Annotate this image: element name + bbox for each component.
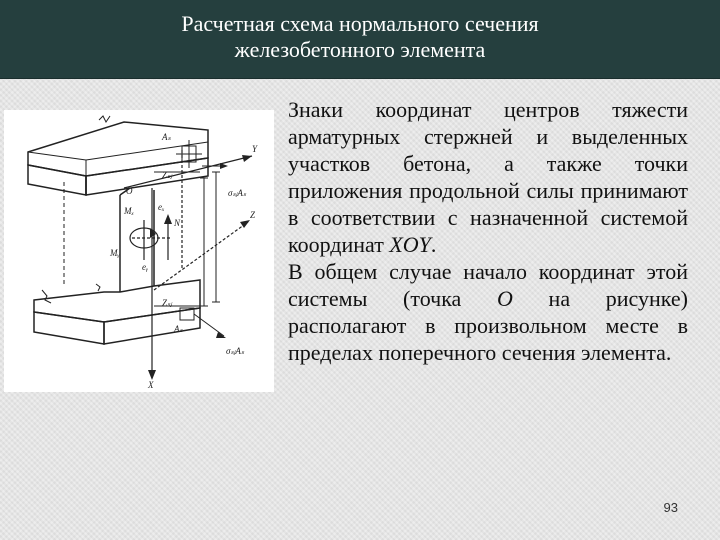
slide-title-line-1: Расчетная схема нормального сечения bbox=[181, 11, 539, 36]
n-force-label: N bbox=[174, 218, 181, 228]
paragraph-2-point: O bbox=[496, 286, 513, 311]
slide-title-bar bbox=[0, 0, 720, 79]
z-axis-label: Z bbox=[250, 210, 256, 220]
paragraph-1-coordinate-system: XOY bbox=[389, 232, 431, 257]
x-axis-label: X bbox=[148, 380, 154, 390]
dimension-lines bbox=[200, 172, 220, 306]
origin-label: O bbox=[126, 186, 133, 196]
web bbox=[64, 182, 154, 292]
e-x-label: eₓ bbox=[158, 202, 165, 212]
a-bottom-label: Aₛ bbox=[174, 324, 183, 334]
paragraph-2-end: на рисунке) располагают в произвольном месте в пределах поперечного сечения элемента. bbox=[288, 286, 688, 365]
sigma-bottom-label: σₛⱼAₛ bbox=[226, 346, 245, 356]
m-y-label: Mᵧ bbox=[110, 248, 120, 258]
paragraph-1-text: Знаки координат центров тяжести арматурных стержней и выделенных участков бетона, а также точки приложения продольной силы принимают в соответствии с назначенной системой координат bbox=[288, 97, 688, 257]
m-x-label: Mₓ bbox=[124, 206, 135, 216]
explanation-text bbox=[288, 96, 688, 366]
bottom-flange bbox=[34, 280, 200, 344]
page-number: 93 bbox=[663, 500, 678, 515]
e-y-label: eᵧ bbox=[142, 262, 149, 272]
z-bottom-label: Zₛⱼ bbox=[162, 298, 172, 308]
moment-symbols bbox=[130, 214, 172, 260]
a-top-label: Aₛ bbox=[162, 132, 171, 142]
slide-title-line-2: железобетонного элемента bbox=[234, 37, 486, 62]
paragraph-origin-placement bbox=[288, 258, 688, 366]
paragraph-coordinates-signs bbox=[288, 96, 688, 258]
z-top-label: Zₛⱼ bbox=[162, 170, 172, 180]
reinforced-concrete-section-diagram bbox=[4, 110, 274, 392]
paragraph-2-text: В общем случае начало координат этой системы (точка bbox=[288, 259, 688, 311]
sigma-top-label: σₛⱼAₛ bbox=[228, 188, 247, 198]
top-flange bbox=[28, 116, 208, 195]
y-axis-label: Y bbox=[252, 144, 258, 154]
paragraph-1-end: . bbox=[430, 232, 437, 257]
